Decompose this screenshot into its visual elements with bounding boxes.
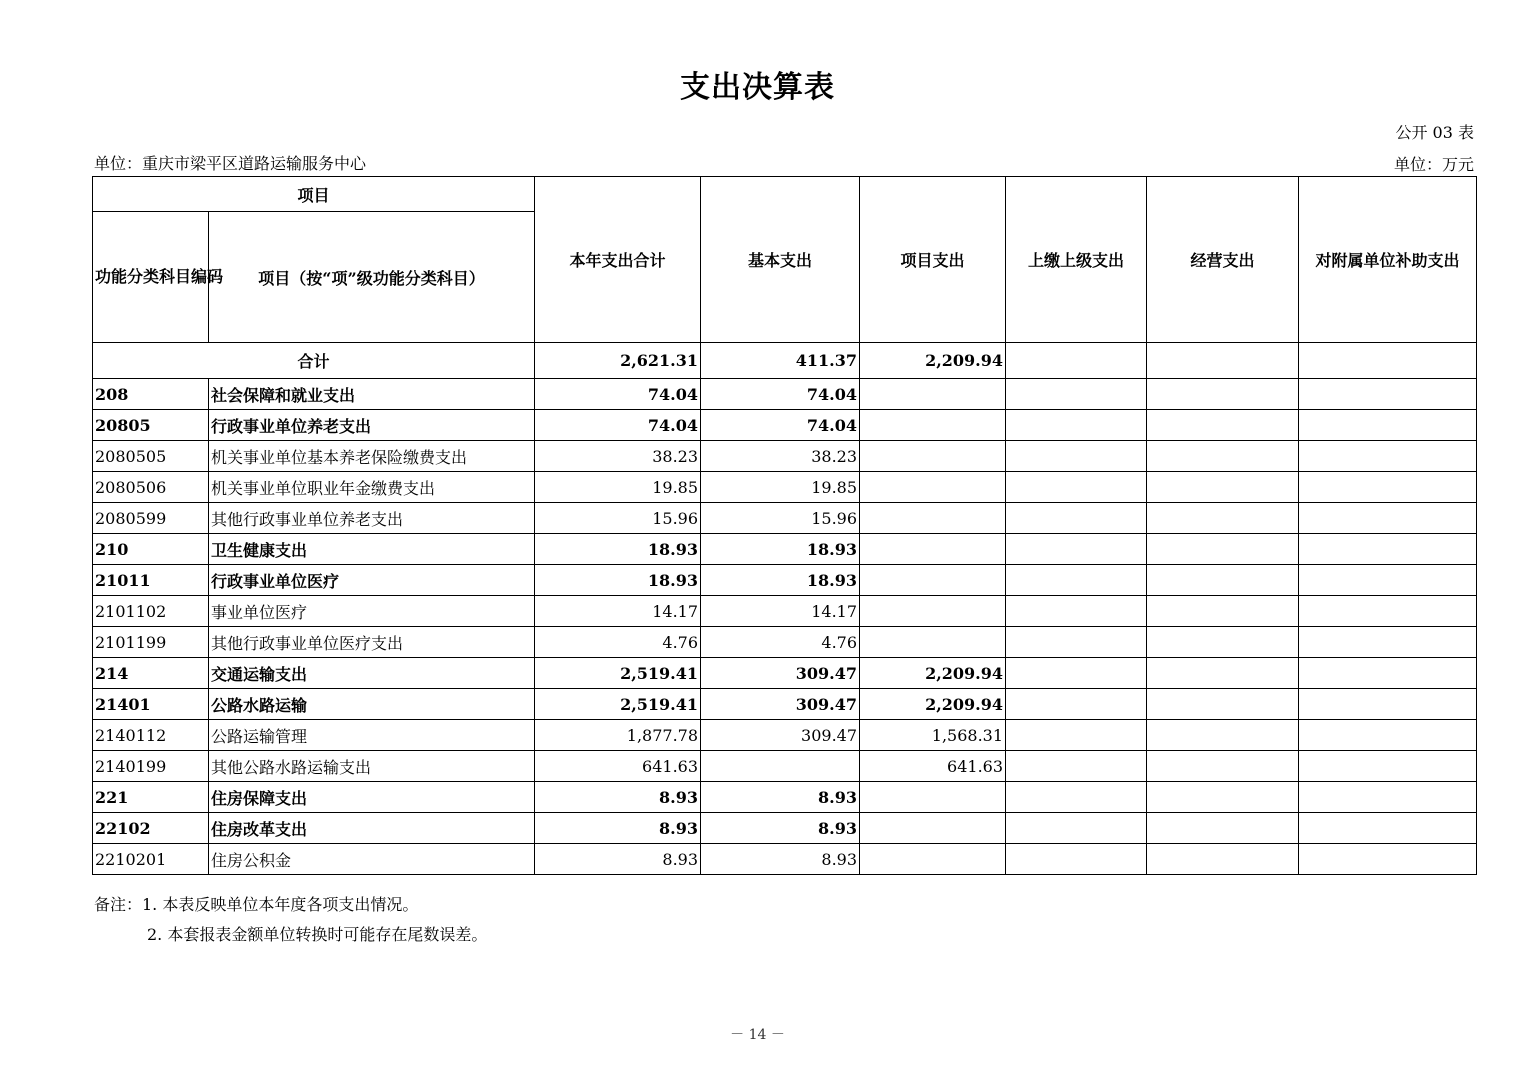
row-business [1147, 410, 1299, 441]
row-subsidy [1299, 379, 1477, 410]
row-project [860, 472, 1006, 503]
row-subsidy [1299, 751, 1477, 782]
row-basic: 18.93 [701, 565, 860, 596]
row-total: 18.93 [535, 534, 701, 565]
row-business [1147, 379, 1299, 410]
row-total: 74.04 [535, 410, 701, 441]
row-total: 14.17 [535, 596, 701, 627]
page-number: － 14 － [730, 1027, 785, 1043]
row-project [860, 782, 1006, 813]
row-total: 8.93 [535, 813, 701, 844]
row-code: 221 [93, 782, 209, 813]
total-basic: 411.37 [701, 343, 860, 379]
row-business [1147, 596, 1299, 627]
row-total: 74.04 [535, 379, 701, 410]
row-basic: 14.17 [701, 596, 860, 627]
row-superior [1006, 472, 1147, 503]
row-code: 20805 [93, 410, 209, 441]
row-superior [1006, 782, 1147, 813]
table-row [93, 720, 1477, 751]
row-basic: 309.47 [701, 658, 860, 689]
row-subsidy [1299, 658, 1477, 689]
row-code: 214 [93, 658, 209, 689]
unit-currency: 单位：万元 [1393, 155, 1474, 174]
row-superior [1006, 844, 1147, 875]
row-basic: 74.04 [701, 379, 860, 410]
row-subsidy [1299, 596, 1477, 627]
row-subsidy [1299, 410, 1477, 441]
row-code: 2101102 [93, 596, 209, 627]
row-business [1147, 813, 1299, 844]
row-superior [1006, 596, 1147, 627]
row-code: 2140112 [93, 720, 209, 751]
row-superior [1006, 720, 1147, 751]
row-total: 2,519.41 [535, 658, 701, 689]
row-basic: 8.93 [701, 813, 860, 844]
row-project [860, 813, 1006, 844]
total-superior [1006, 343, 1147, 379]
row-superior [1006, 751, 1147, 782]
row-superior [1006, 658, 1147, 689]
total-amount: 2,621.31 [535, 343, 701, 379]
row-superior [1006, 410, 1147, 441]
row-code: 2210201 [93, 844, 209, 875]
row-total: 4.76 [535, 627, 701, 658]
note-1: 备注：1. 本表反映单位本年度各项支出情况。 [94, 895, 419, 914]
header-code: 功能分类科目编码 [93, 212, 209, 343]
row-basic [701, 751, 860, 782]
row-basic: 309.47 [701, 689, 860, 720]
row-project [860, 410, 1006, 441]
row-basic: 19.85 [701, 472, 860, 503]
header-basic: 基本支出 [701, 177, 860, 343]
notes [94, 890, 487, 950]
row-name: 其他公路水路运输支出 [209, 751, 535, 782]
row-project: 1,568.31 [860, 720, 1006, 751]
header-name: 项目（按“项”级功能分类科目） [209, 212, 535, 343]
header-project: 项目支出 [860, 177, 1006, 343]
row-business [1147, 782, 1299, 813]
row-superior [1006, 689, 1147, 720]
row-subsidy [1299, 813, 1477, 844]
row-subsidy [1299, 720, 1477, 751]
table-row [93, 627, 1477, 658]
row-business [1147, 534, 1299, 565]
total-business [1147, 343, 1299, 379]
total-project: 2,209.94 [860, 343, 1006, 379]
row-superior [1006, 565, 1147, 596]
table-row [93, 565, 1477, 596]
row-business [1147, 658, 1299, 689]
row-superior [1006, 441, 1147, 472]
row-name: 住房保障支出 [209, 782, 535, 813]
row-code: 2080506 [93, 472, 209, 503]
row-basic: 38.23 [701, 441, 860, 472]
row-name: 卫生健康支出 [209, 534, 535, 565]
row-code: 21401 [93, 689, 209, 720]
table-row [93, 658, 1477, 689]
row-total: 8.93 [535, 782, 701, 813]
row-project [860, 565, 1006, 596]
row-code: 2140199 [93, 751, 209, 782]
row-name: 其他行政事业单位养老支出 [209, 503, 535, 534]
row-subsidy [1299, 565, 1477, 596]
row-basic: 8.93 [701, 782, 860, 813]
row-subsidy [1299, 844, 1477, 875]
row-subsidy [1299, 782, 1477, 813]
header-item-group: 项目 [93, 177, 535, 212]
page-title: 支出决算表 [680, 70, 835, 105]
row-subsidy [1299, 627, 1477, 658]
table-row [93, 441, 1477, 472]
row-subsidy [1299, 441, 1477, 472]
row-business [1147, 472, 1299, 503]
row-business [1147, 441, 1299, 472]
note-2: 2. 本套报表金额单位转换时可能存在尾数误差。 [147, 925, 488, 944]
row-superior [1006, 627, 1147, 658]
table-row [93, 813, 1477, 844]
row-project: 2,209.94 [860, 689, 1006, 720]
row-name: 机关事业单位基本养老保险缴费支出 [209, 441, 535, 472]
row-name: 社会保障和就业支出 [209, 379, 535, 410]
row-project: 2,209.94 [860, 658, 1006, 689]
row-superior [1006, 534, 1147, 565]
row-business [1147, 844, 1299, 875]
row-subsidy [1299, 472, 1477, 503]
table-row [93, 379, 1477, 410]
table-row [93, 503, 1477, 534]
row-name: 公路运输管理 [209, 720, 535, 751]
total-subsidy [1299, 343, 1477, 379]
row-superior [1006, 503, 1147, 534]
row-business [1147, 751, 1299, 782]
row-subsidy [1299, 503, 1477, 534]
row-project [860, 379, 1006, 410]
row-total: 1,877.78 [535, 720, 701, 751]
table-row [93, 410, 1477, 441]
row-basic: 18.93 [701, 534, 860, 565]
table-row [93, 844, 1477, 875]
row-business [1147, 689, 1299, 720]
row-basic: 4.76 [701, 627, 860, 658]
row-total: 19.85 [535, 472, 701, 503]
header-business: 经营支出 [1147, 177, 1299, 343]
row-name: 交通运输支出 [209, 658, 535, 689]
table-row [93, 596, 1477, 627]
row-project: 641.63 [860, 751, 1006, 782]
row-project [860, 503, 1006, 534]
row-project [860, 596, 1006, 627]
row-basic: 15.96 [701, 503, 860, 534]
row-total: 18.93 [535, 565, 701, 596]
row-code: 22102 [93, 813, 209, 844]
header-superior: 上缴上级支出 [1006, 177, 1147, 343]
row-code: 21011 [93, 565, 209, 596]
row-code: 2080599 [93, 503, 209, 534]
table-row [93, 782, 1477, 813]
row-superior [1006, 813, 1147, 844]
row-code: 208 [93, 379, 209, 410]
header-total: 本年支出合计 [535, 177, 701, 343]
row-name: 公路水路运输 [209, 689, 535, 720]
row-superior [1006, 379, 1147, 410]
row-business [1147, 627, 1299, 658]
row-name: 事业单位医疗 [209, 596, 535, 627]
row-name: 机关事业单位职业年金缴费支出 [209, 472, 535, 503]
row-basic: 8.93 [701, 844, 860, 875]
table-row [93, 534, 1477, 565]
row-total: 641.63 [535, 751, 701, 782]
row-total: 15.96 [535, 503, 701, 534]
row-subsidy [1299, 689, 1477, 720]
row-basic: 309.47 [701, 720, 860, 751]
row-basic: 74.04 [701, 410, 860, 441]
row-project [860, 534, 1006, 565]
table-row [93, 472, 1477, 503]
row-total: 8.93 [535, 844, 701, 875]
total-label: 合计 [93, 343, 535, 379]
row-project [860, 627, 1006, 658]
row-name: 其他行政事业单位医疗支出 [209, 627, 535, 658]
row-total: 2,519.41 [535, 689, 701, 720]
row-total: 38.23 [535, 441, 701, 472]
expenditure-table [92, 176, 1477, 875]
total-row [93, 343, 1477, 379]
row-name: 住房改革支出 [209, 813, 535, 844]
row-project [860, 441, 1006, 472]
row-business [1147, 720, 1299, 751]
unit-organization: 单位：重庆市梁平区道路运输服务中心 [94, 154, 367, 173]
row-name: 行政事业单位养老支出 [209, 410, 535, 441]
table-row [93, 751, 1477, 782]
row-project [860, 844, 1006, 875]
row-name: 行政事业单位医疗 [209, 565, 535, 596]
header-subsidy: 对附属单位补助支出 [1299, 177, 1477, 343]
row-code: 210 [93, 534, 209, 565]
row-name: 住房公积金 [209, 844, 535, 875]
row-code: 2101199 [93, 627, 209, 658]
row-business [1147, 503, 1299, 534]
row-business [1147, 565, 1299, 596]
row-subsidy [1299, 534, 1477, 565]
table-number: 公开 03 表 [1395, 123, 1474, 142]
row-code: 2080505 [93, 441, 209, 472]
table-row [93, 689, 1477, 720]
